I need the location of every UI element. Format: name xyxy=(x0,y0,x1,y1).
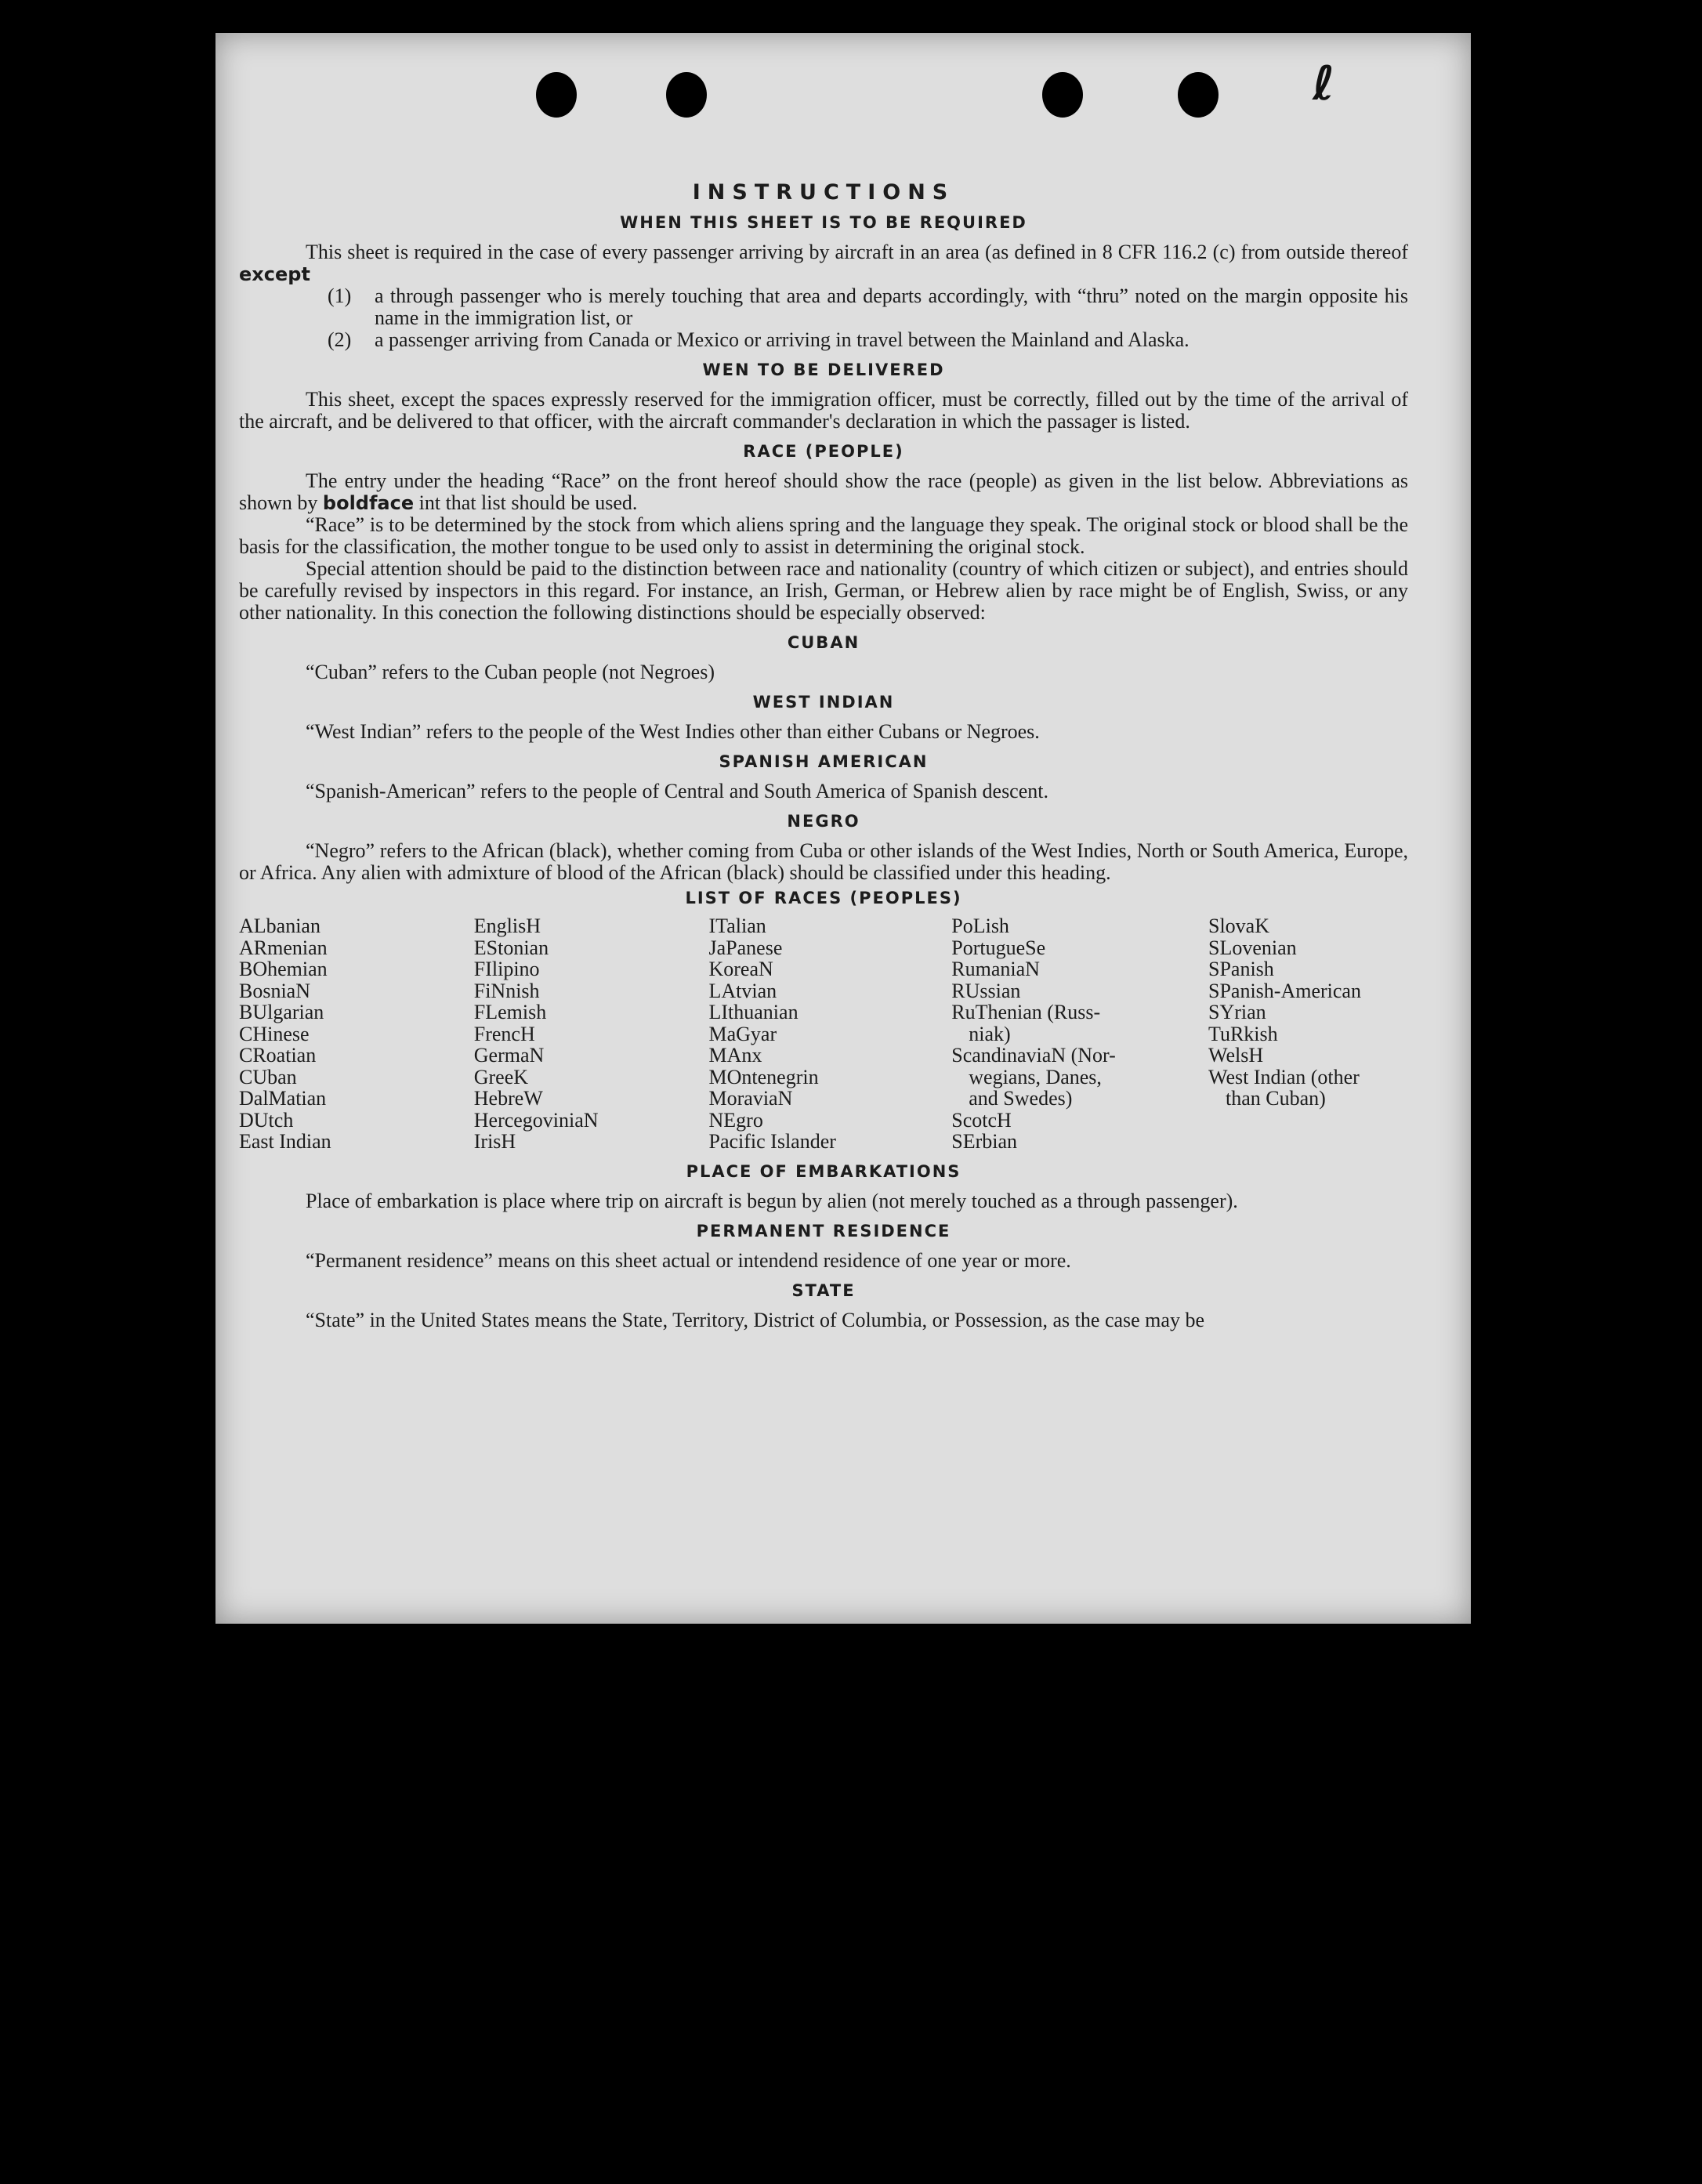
race-entry: ScotcH xyxy=(951,1108,1012,1132)
section-heading-delivered: WEN TO BE DELIVERED xyxy=(702,360,945,379)
race-entry: IrisH xyxy=(473,1130,516,1153)
race-entry: CHinese xyxy=(239,1022,310,1045)
race-entry: NEgro xyxy=(708,1108,763,1132)
section-heading-embarkation: PLACE OF EMBARKATIONS xyxy=(686,1161,961,1181)
ink-mark: ℓ xyxy=(1313,56,1335,111)
race-entry: SYrian xyxy=(1208,1001,1266,1023)
race-entry: JaPanese xyxy=(708,936,783,959)
race-entry: PoLish xyxy=(951,915,1009,937)
race-entry: EStonian xyxy=(473,936,549,959)
race-entry: ScandinaviaN (Nor- xyxy=(951,1044,1116,1067)
west-indian-text: “West Indian” refers to the people of the West Indies other than either Cubans or Negroes. xyxy=(306,720,1040,743)
race-entry: FiNnish xyxy=(473,979,540,1002)
race-entry: BOhemian xyxy=(239,958,328,980)
section-heading-races-list: LIST OF RACES (PEOPLES) xyxy=(685,889,962,907)
residence-text: “Permanent residence” means on this sheet actual or intendend residence of one year or more. xyxy=(306,1248,1071,1272)
race-paragraph-3: Special attention should be paid to the distinction between race and nationality (country of which citizen or subject), and entries should be carefully revised by inspectors in this regard. For instance, an Irish, German, or Hebrew alien by race might be of English, Swiss, or any other nationality. In this conection the following distinctions should be especially observed: xyxy=(239,557,1408,624)
races-list xyxy=(239,915,1408,1153)
race-entry: SLovenian xyxy=(1208,936,1297,959)
race-entry: HercegoviniaN xyxy=(473,1108,599,1132)
instructions-body xyxy=(239,150,1408,1331)
race-entry: LIthuanian xyxy=(708,1001,798,1023)
cuban-text: “Cuban” refers to the Cuban people (not Negroes) xyxy=(306,661,715,683)
race-entry: RUssian xyxy=(951,979,1021,1002)
race-entry: DUtch xyxy=(239,1108,294,1132)
race-entry: Pacific Islander xyxy=(708,1130,836,1153)
race-entry-continuation: and Swedes) xyxy=(969,1087,1073,1110)
race-entry: EnglisH xyxy=(473,915,541,937)
race-entry: WelsH xyxy=(1208,1044,1264,1067)
race-entry: East Indian xyxy=(239,1130,331,1153)
punch-hole xyxy=(1042,72,1083,118)
punch-hole xyxy=(536,72,577,118)
exception-item: (2) a passenger arriving from Canada or Mexico or arriving in travel between the Mainland and Alaska. xyxy=(328,328,1190,351)
race-entry: CRoatian xyxy=(239,1044,317,1067)
race-entry: RuThenian (Russ- xyxy=(951,1001,1101,1023)
races-column xyxy=(951,915,1200,1153)
race-entry: LAtvian xyxy=(708,979,777,1002)
race-entry: BUlgarian xyxy=(239,1001,324,1023)
delivered-text: This sheet, except the spaces expressly reserved for the immigration officer, must be correctly, filled out by the time of the arrival of the aircraft, and be delivered to that officer, with the aircraft commander's declaration in which the passager is listed. xyxy=(239,388,1408,433)
race-entry: FLemish xyxy=(473,1001,547,1023)
race-entry: SlovaK xyxy=(1208,915,1269,937)
race-entry: SErbian xyxy=(951,1130,1018,1153)
required-intro: This sheet is required in the case of every passenger arriving by aircraft in an area (as defined in 8 CFR 116.2 (c) from outside thereof except xyxy=(239,241,1408,285)
race-entry-continuation: than Cuban) xyxy=(1226,1087,1326,1110)
exception-item: (1) a through passenger who is merely touching that area and departs accordingly, with “thru” noted on the margin opposite his name in the immigration list, or xyxy=(328,284,1408,329)
race-entry: ITalian xyxy=(708,915,766,937)
race-entry: FIlipino xyxy=(473,958,540,980)
page-title: INSTRUCTIONS xyxy=(692,180,955,205)
race-entry-continuation: wegians, Danes, xyxy=(969,1065,1102,1088)
punch-hole xyxy=(1178,72,1219,118)
race-entry: SPanish-American xyxy=(1208,979,1361,1002)
race-entry: TuRkish xyxy=(1208,1022,1278,1045)
race-paragraph-1: The entry under the heading “Race” on the front hereof should show the race (people) as given in the list below. Abbreviations as shown by boldface int that list should be used. xyxy=(239,469,1408,514)
race-entry: BosniaN xyxy=(239,979,310,1002)
punch-hole xyxy=(666,72,707,118)
race-entry: GermaN xyxy=(473,1044,545,1067)
section-heading-west-indian: WEST INDIAN xyxy=(752,693,895,712)
race-entry: GreeK xyxy=(473,1065,529,1088)
race-entry: SPanish xyxy=(1208,958,1274,980)
section-heading-cuban: CUBAN xyxy=(787,633,860,652)
section-heading-race: RACE (PEOPLE) xyxy=(743,442,904,461)
race-entry: MOntenegrin xyxy=(708,1065,819,1088)
section-heading-required: WHEN THIS SHEET IS TO BE REQUIRED xyxy=(620,213,1027,232)
except-word: except xyxy=(239,263,310,285)
race-entry-continuation: niak) xyxy=(969,1022,1011,1045)
embarkation-text: Place of embarkation is place where trip on aircraft is begun by alien (not merely touched as a through passenger). xyxy=(306,1189,1238,1212)
document-page xyxy=(215,33,1471,1624)
section-heading-state: STATE xyxy=(791,1280,856,1300)
race-entry: ALbanian xyxy=(239,915,320,937)
race-entry: HebreW xyxy=(473,1087,543,1110)
race-entry: MoraviaN xyxy=(708,1087,793,1110)
race-paragraph-2: “Race” is to be determined by the stock from which aliens spring and the language they speak. The original stock or blood shall be the basis for the classification, the mother tongue to be used only to assist in determining the original stock. xyxy=(239,513,1408,558)
races-column xyxy=(239,915,466,1153)
race-entry: DalMatian xyxy=(239,1087,327,1110)
race-entry: West Indian (other xyxy=(1208,1065,1360,1088)
race-entry: FrencH xyxy=(473,1022,535,1045)
race-entry: ARmenian xyxy=(239,936,328,959)
section-heading-negro: NEGRO xyxy=(787,812,860,831)
spanish-american-text: “Spanish-American” refers to the people of Central and South America of Spanish descent. xyxy=(306,780,1048,802)
race-entry: PortugueSe xyxy=(951,936,1046,959)
race-entry: MaGyar xyxy=(708,1022,777,1045)
state-text: “State” in the United States means the State, Territory, District of Columbia, or Possession, as the case may be xyxy=(306,1308,1204,1331)
section-heading-spanish-american: SPANISH AMERICAN xyxy=(719,752,929,771)
race-entry: CUban xyxy=(239,1065,297,1088)
negro-text: “Negro” refers to the African (black), whether coming from Cuba or other islands of the West Indies, North or South America, Europe, or Africa. Any alien with admixture of blood of the African (black) should be classified under this heading. xyxy=(239,839,1408,884)
races-column xyxy=(709,915,944,1153)
race-entry: RumaniaN xyxy=(951,958,1040,980)
races-column xyxy=(474,915,701,1153)
race-entry: KoreaN xyxy=(708,958,773,980)
section-heading-residence: PERMANENT RESIDENCE xyxy=(696,1221,951,1240)
races-column xyxy=(1208,915,1408,1153)
race-entry: MAnx xyxy=(708,1044,762,1067)
